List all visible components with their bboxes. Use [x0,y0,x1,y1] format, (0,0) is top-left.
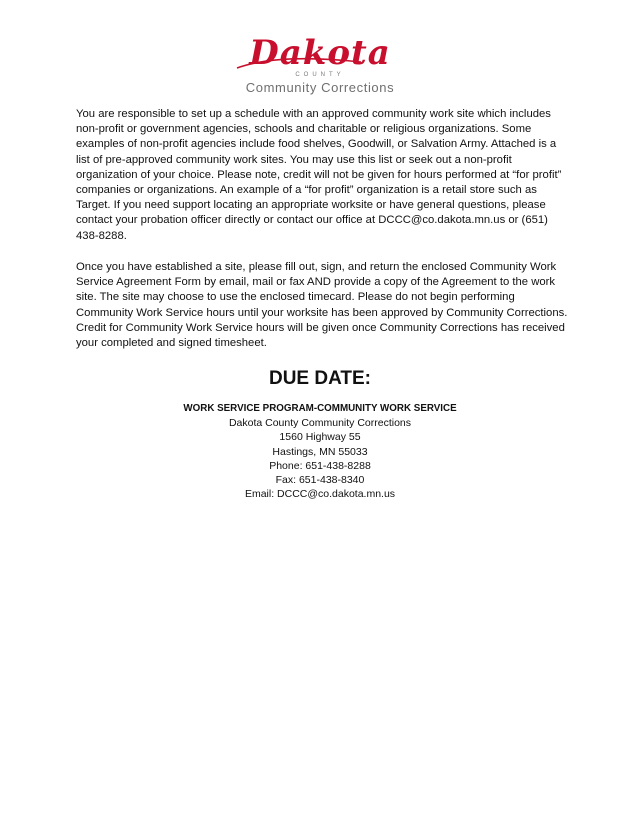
fax-number: Fax: 651-438-8340 [275,474,365,487]
organization-name: Dakota County Community Corrections [228,417,412,430]
phone-number: Phone: 651-438-8288 [269,459,371,472]
program-heading: WORK SERVICE PROGRAM-COMMUNITY WORK SERVICE [183,403,457,414]
city-state-zip: Hastings, MN 55033 [272,445,368,458]
dakota-county-logo [0,33,640,95]
logo-name: Dakota [249,33,391,73]
contact-block [0,402,640,501]
email-address: Email: DCCC@co.dakota.mn.us [244,488,396,501]
logo-subtitle: Community Corrections [245,80,395,95]
instructions-paragraph-1: You are responsible to set up a schedule with an approved community work site which includes non-profit or government agencies, schools and charitable or religious organizations. Some examples of non-profit agencies include food shelves, Goodwill, or Salvation Army. Attached is a list of pre-approved community work sites. You may use this list or seek out a non-profit organization of your choice. Please note, credit will not be given for hours performed at “for profit” companies or organizations. An example of a “for profit” organization is a retail store such as Target. If you need support locating an appropriate worksite or have general questions, please contact your probation officer directly or contact our office at DCCC@co.dakota.mn.us or (651) 438-8288. [76,108,562,242]
street-address: 1560 Highway 55 [279,431,361,444]
logo-wordmark [249,33,391,73]
instructions-paragraph-2: Once you have established a site, please fill out, sign, and return the enclosed Community Work Service Agreement Form by email, mail or fax AND provide a copy of the Agreement to the work site. The site may choose to use the enclosed timecard. Please do not begin performing Community Work Service hours until your worksite has been approved by Community Corrections. Credit for Community Work Service hours will be given once Community Corrections has received your completed and signed timesheet. [76,261,568,350]
due-date-heading: DUE DATE: [268,368,372,389]
logo-county-label: COUNTY [295,72,345,78]
